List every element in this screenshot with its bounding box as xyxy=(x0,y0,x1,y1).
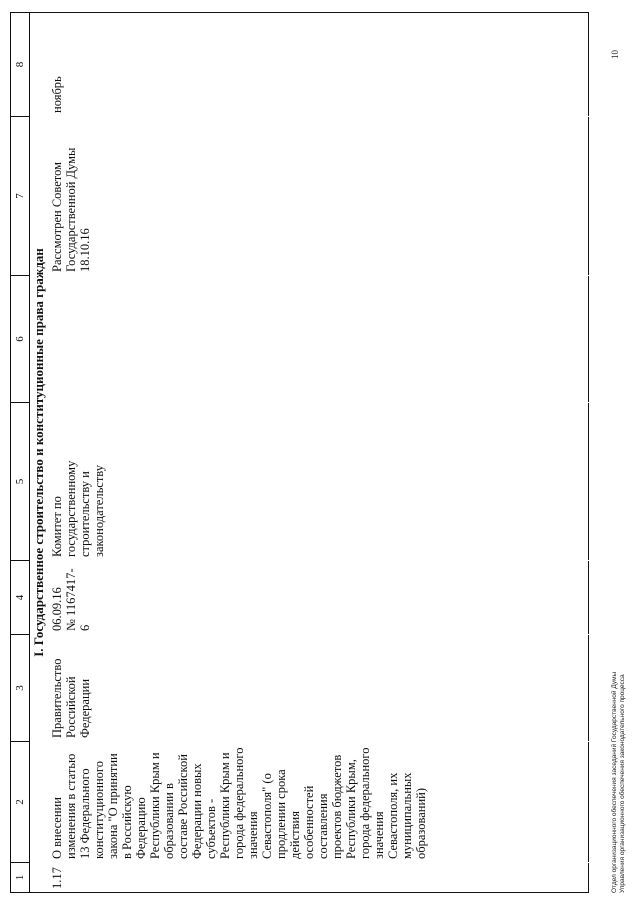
footer-line-2: Управления организационного обеспечения законодательного процесса xyxy=(618,674,626,893)
month: ноябрь xyxy=(48,13,588,117)
page-number: 10 xyxy=(610,50,620,59)
column-number: 2 xyxy=(11,742,30,863)
column-number: 6 xyxy=(11,276,30,403)
column-number: 8 xyxy=(11,13,30,117)
column-6-value xyxy=(48,276,588,403)
bill-name: О внесении изменения в статью 13 Федерального конституционного закона "О принятии в Российскую Федерацию Республики Крым и образовании в составе Российской Федерации новых субъектов - Республики Крым и города федерального значения Севастополя" (о продлении срока действия особенностей составления проектов бюджетов Республики Крым, города федерального значения Севастополя, их муниципальных образований) xyxy=(50,747,428,859)
section-title: I. Государственное строительство и конституционные права граждан xyxy=(30,13,49,893)
table-bottom-border xyxy=(588,13,589,893)
registration xyxy=(48,561,588,635)
footer xyxy=(611,672,626,893)
column-number: 7 xyxy=(11,117,30,276)
bills-table xyxy=(10,12,589,893)
registration-number: № 1167417-6 xyxy=(64,568,92,631)
section-header-row xyxy=(30,13,49,893)
column-number-header xyxy=(11,13,30,893)
column-number: 5 xyxy=(11,403,30,561)
column-number: 4 xyxy=(11,561,30,635)
column-number: 3 xyxy=(11,635,30,742)
initiator: Правительство Российской Федерации xyxy=(50,658,92,738)
registration-date: 06.09.16 xyxy=(50,587,64,631)
status: Рассмотрен Советом Государственной Думы 18.10.16 xyxy=(50,147,92,272)
row-number: 1.17 xyxy=(48,863,588,893)
committee: Комитет по государственному строительству и законодательству xyxy=(50,460,106,557)
column-number: 1 xyxy=(11,863,30,893)
table-row xyxy=(48,13,588,893)
footer-line-1: Отдел организационного обеспечения заседаний Государственной Думы xyxy=(611,671,618,893)
